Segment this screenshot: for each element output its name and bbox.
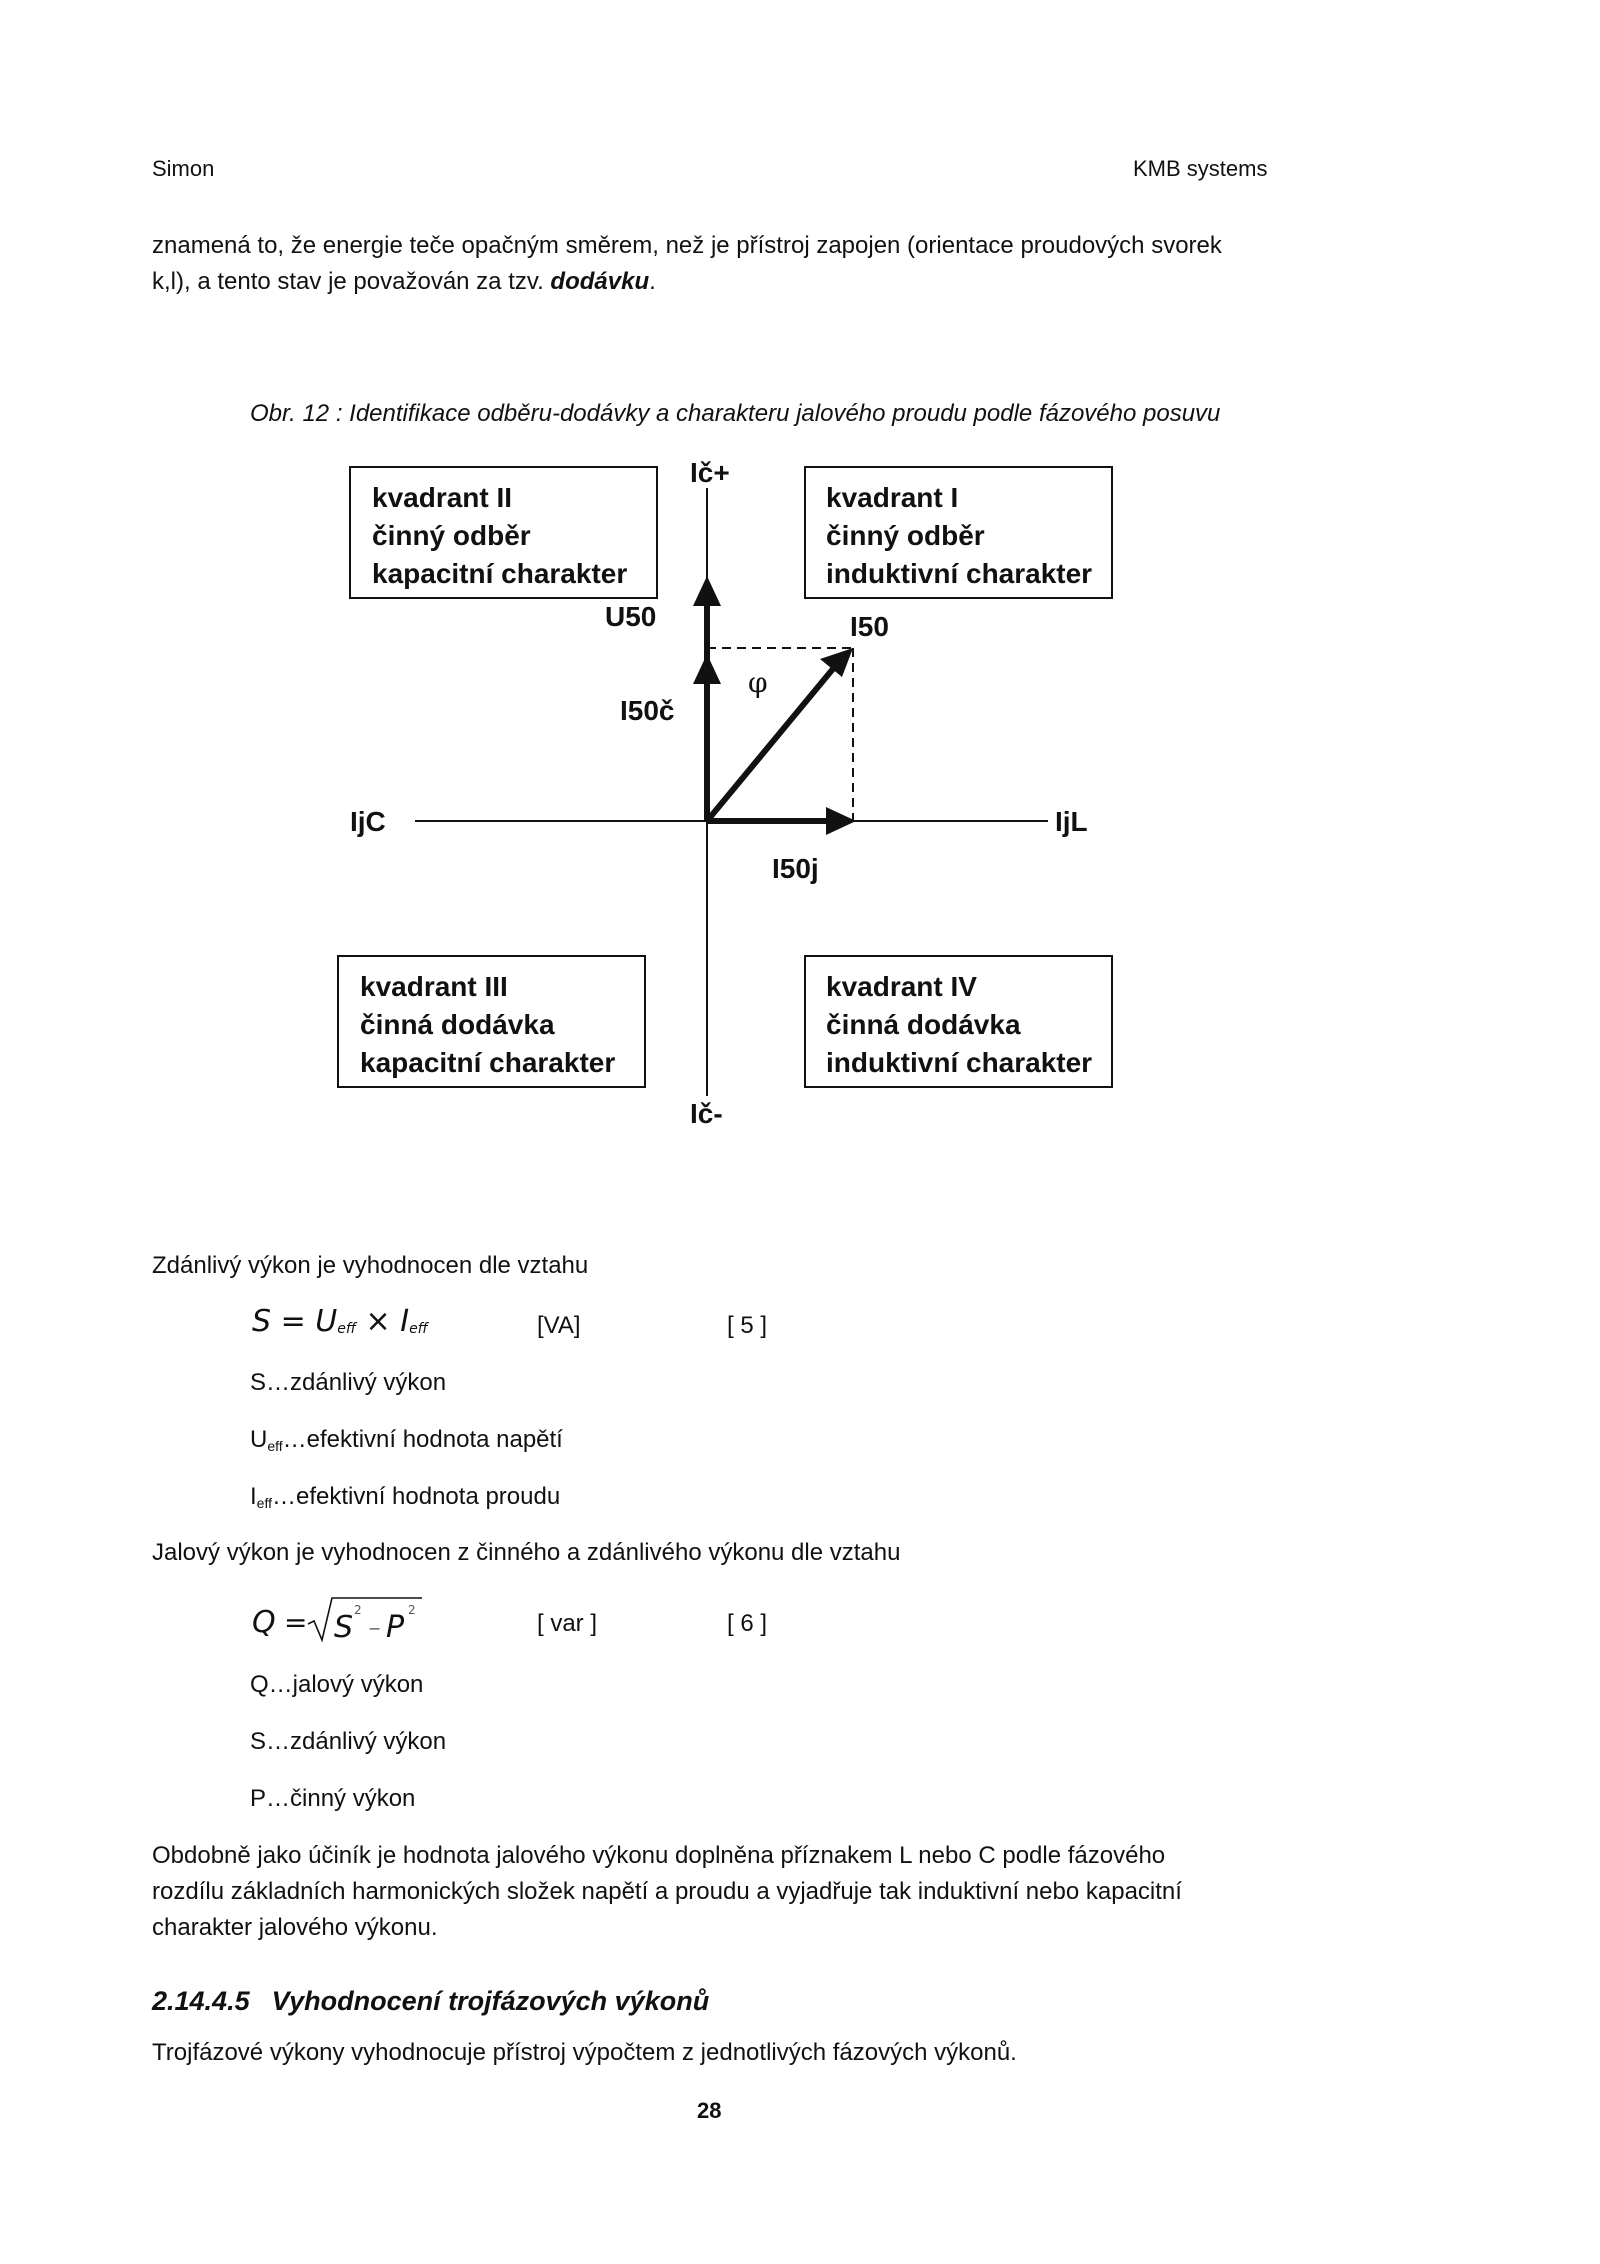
label-ic-minus: Ič- — [690, 1098, 723, 1129]
formula-p: P — [386, 1610, 405, 1645]
i50-arrowhead — [820, 648, 853, 677]
formula-2-unit: [ var ] — [537, 1610, 598, 1637]
closing-paragraph: Trojfázové výkony vyhodnocuje přístroj výpočtem z jednotlivých fázových výkonů. — [152, 2039, 1017, 2066]
def-i-sub: eff — [256, 1495, 272, 1511]
label-u50: U50 — [605, 601, 657, 632]
quadrant-1-line-2: činný odběr — [826, 520, 985, 551]
intro-emphasis: dodávku — [550, 268, 650, 295]
def-u-sub: eff — [267, 1438, 283, 1454]
def-i-symbol: I — [250, 1483, 257, 1510]
def-p: P…činný výkon — [250, 1785, 416, 1812]
def-i-text: …efektivní hodnota proudu — [271, 1483, 561, 1510]
def-u-text: …efektivní hodnota napětí — [282, 1426, 563, 1453]
formula-q: Q — [252, 1605, 276, 1640]
label-i50c: I50č — [620, 695, 675, 726]
section-heading — [152, 1986, 709, 2017]
u50-arrowhead — [693, 576, 721, 606]
label-ic-plus: Ič+ — [690, 457, 730, 488]
quadrant-4-title: kvadrant IV — [826, 971, 977, 1002]
reactive-power-paragraph — [152, 1838, 1302, 1946]
def-s-apparent: S…zdánlivý výkon — [250, 1369, 447, 1396]
sqrt-sign — [308, 1598, 422, 1640]
intro-line-2 — [152, 264, 1302, 300]
quadrant-4-line-2: činná dodávka — [826, 1009, 1021, 1040]
quadrant-3-title: kvadrant III — [360, 971, 508, 1002]
def-q: Q…jalový výkon — [250, 1671, 424, 1698]
label-phi: φ — [748, 666, 768, 699]
intro-paragraph — [152, 228, 1302, 300]
formula-equals: = — [280, 1304, 306, 1339]
formula-i-sub: eff — [409, 1321, 428, 1337]
intro-line-2-suffix: . — [649, 268, 656, 295]
i50-vector — [707, 664, 837, 821]
formula-apparent-power — [252, 1304, 428, 1339]
intro-line-2-prefix: k,l), a tento stav je považován za tzv. — [152, 268, 551, 295]
formula-p-exp: 2 — [408, 1603, 416, 1617]
quadrant-1-title: kvadrant I — [826, 482, 959, 513]
formula-u-sub: eff — [337, 1321, 356, 1337]
quadrant-2-title: kvadrant II — [372, 482, 513, 513]
quadrant-2-line-2: činný odběr — [372, 520, 531, 551]
header-author: Simon — [152, 156, 215, 181]
section-heading-title: Vyhodnocení trojfázových výkonů — [271, 1986, 710, 2016]
formula-reactive-power — [250, 1590, 440, 1650]
label-i50: I50 — [850, 611, 889, 642]
formula-equals-2: = — [284, 1606, 308, 1639]
formula-1-number: [ 5 ] — [727, 1312, 768, 1339]
def-s-2: S…zdánlivý výkon — [250, 1728, 447, 1755]
quadrant-1-line-3: induktivní charakter — [826, 558, 1093, 589]
paragraph-line-1: Obdobně jako účiník je hodnota jalového výkonu doplněna příznakem L nebo C podle fázového — [152, 1842, 1166, 1869]
quadrant-2-line-3: kapacitní charakter — [372, 558, 628, 589]
label-ijl: IjL — [1055, 806, 1088, 837]
quadrant-3-line-3: kapacitní charakter — [360, 1047, 616, 1078]
formula-1-unit: [VA] — [537, 1312, 581, 1339]
formula-u: U — [315, 1304, 338, 1339]
label-ijc: IjC — [350, 806, 386, 837]
section2-intro: Jalový výkon je vyhodnocen z činného a zdánlivého výkonu dle vztahu — [152, 1539, 901, 1566]
phasor-diagram — [320, 450, 1140, 1150]
intro-line-1: znamená to, že energie teče opačným směrem, než je přístroj zapojen (orientace proudových svorek — [152, 232, 1222, 259]
page-number: 28 — [697, 2098, 722, 2123]
section-heading-number: 2.14.4.5 — [152, 1986, 250, 2016]
paragraph-line-3: charakter jalového výkonu. — [152, 1914, 438, 1941]
quadrant-4-line-3: induktivní charakter — [826, 1047, 1093, 1078]
i50c-arrowhead — [693, 654, 721, 684]
formula-times: × — [365, 1304, 391, 1339]
header-company: KMB systems — [1133, 156, 1268, 181]
i50j-arrowhead — [826, 807, 856, 835]
formula-s-2: S — [334, 1610, 354, 1645]
formula-s: S — [252, 1304, 272, 1339]
label-i50j: I50j — [772, 853, 819, 884]
def-i-eff — [250, 1483, 560, 1511]
quadrant-3-line-2: činná dodávka — [360, 1009, 555, 1040]
figure-caption: Obr. 12 : Identifikace odběru-dodávky a charakteru jalového proudu podle fázového posuvu — [250, 400, 1221, 427]
section1-intro: Zdánlivý výkon je vyhodnocen dle vztahu — [152, 1252, 589, 1279]
def-u-eff — [250, 1426, 563, 1454]
formula-s-exp: 2 — [354, 1603, 362, 1617]
formula-minus: − — [368, 1619, 382, 1638]
formula-i: I — [400, 1304, 410, 1339]
paragraph-line-2: rozdílu základních harmonických složek napětí a proudu a vyjadřuje tak induktivní nebo kapacitní — [152, 1878, 1182, 1905]
formula-2-number: [ 6 ] — [727, 1610, 768, 1637]
def-u-symbol: U — [250, 1426, 268, 1453]
